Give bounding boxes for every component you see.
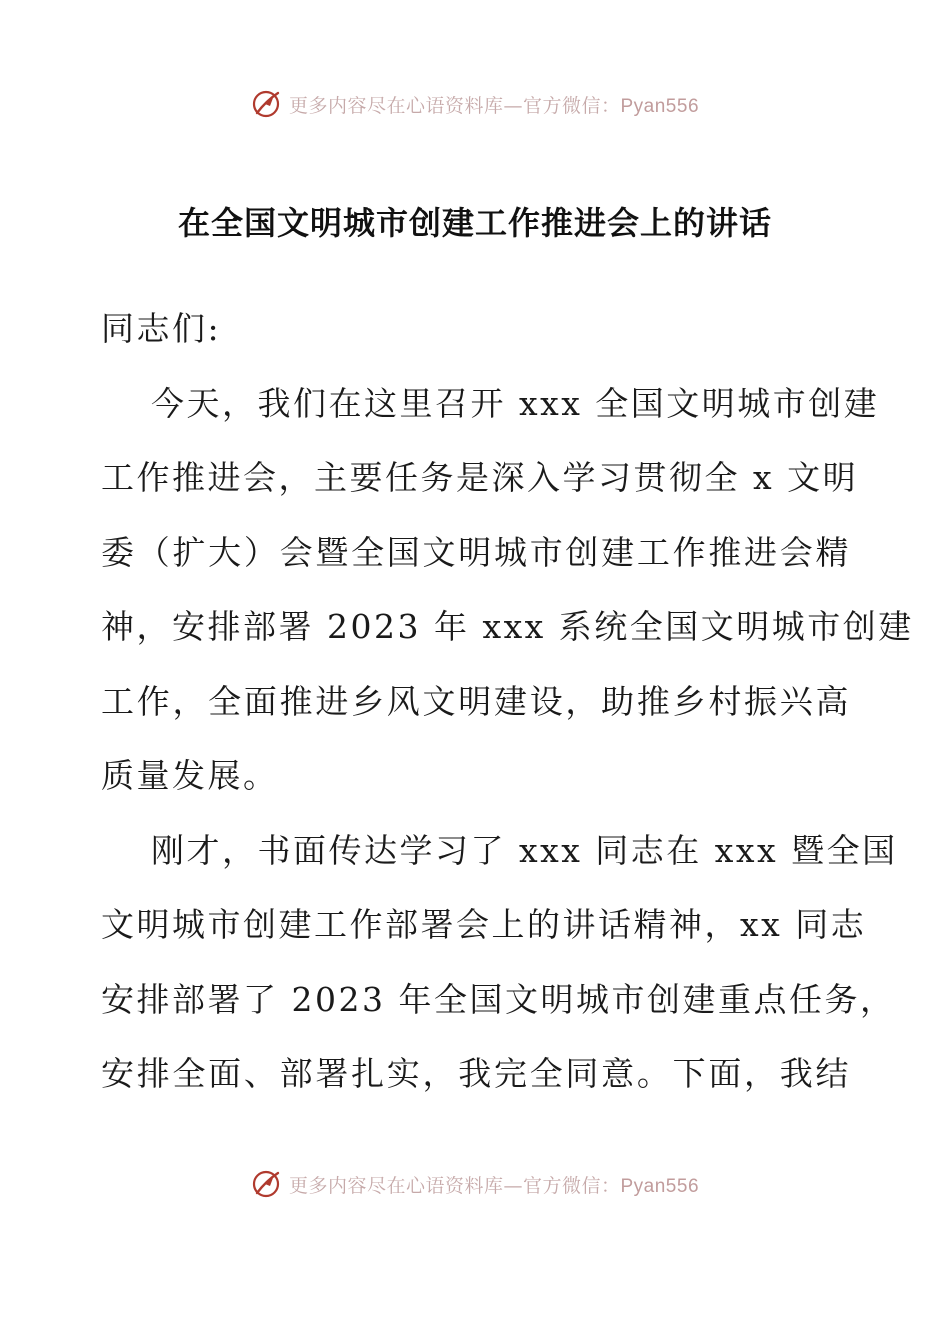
text-line: 质量发展。 [101, 756, 279, 795]
banner-wechat-id: Pyan556 [620, 95, 700, 117]
header-watermark-banner [0, 84, 950, 124]
text-line: 今天，我们在这里召开 xxx 全国文明城市创建 [151, 383, 880, 423]
paragraph-1 [101, 367, 880, 442]
document-title: 在全国文明城市创建工作推进会上的讲话 [177, 204, 772, 242]
text-line: 工作，全面推进乡风文明建设，助推乡村振兴高 [101, 681, 851, 721]
text-line: 安排全面、部署扎实，我完全同意。下面，我结 [101, 1054, 851, 1093]
paragraph-2 [101, 814, 898, 889]
banner-text: 更多内容尽在心语资料库—官方微信： [288, 1174, 621, 1197]
document-body [101, 292, 914, 1112]
quill-pen-logo-icon [251, 1169, 281, 1199]
text-line: 委（扩大）会暨全国文明城市创建工作推进会精 [101, 532, 851, 572]
footer-watermark-banner [0, 1164, 950, 1204]
paragraph-1-continued [101, 441, 914, 814]
text-line: 刚才，书面传达学习了 xxx 同志在 xxx 暨全国 [151, 830, 898, 870]
text-line: 神，安排部署 2023 年 xxx 系统全国文明城市创建 [101, 607, 914, 646]
text-line: 文明城市创建工作部署会上的讲话精神，xx 同志 [101, 905, 867, 944]
text-line: 工作推进会，主要任务是深入学习贯彻全 x 文明 [101, 458, 859, 497]
salutation: 同志们: [101, 309, 222, 348]
paragraph-2-continued [101, 888, 896, 1112]
banner-wechat-id: Pyan556 [620, 1175, 700, 1197]
text-line: 安排部署了 2023 年全国文明城市创建重点任务， [101, 979, 896, 1019]
quill-pen-logo-icon [251, 89, 281, 119]
banner-text: 更多内容尽在心语资料库—官方微信： [288, 94, 621, 117]
